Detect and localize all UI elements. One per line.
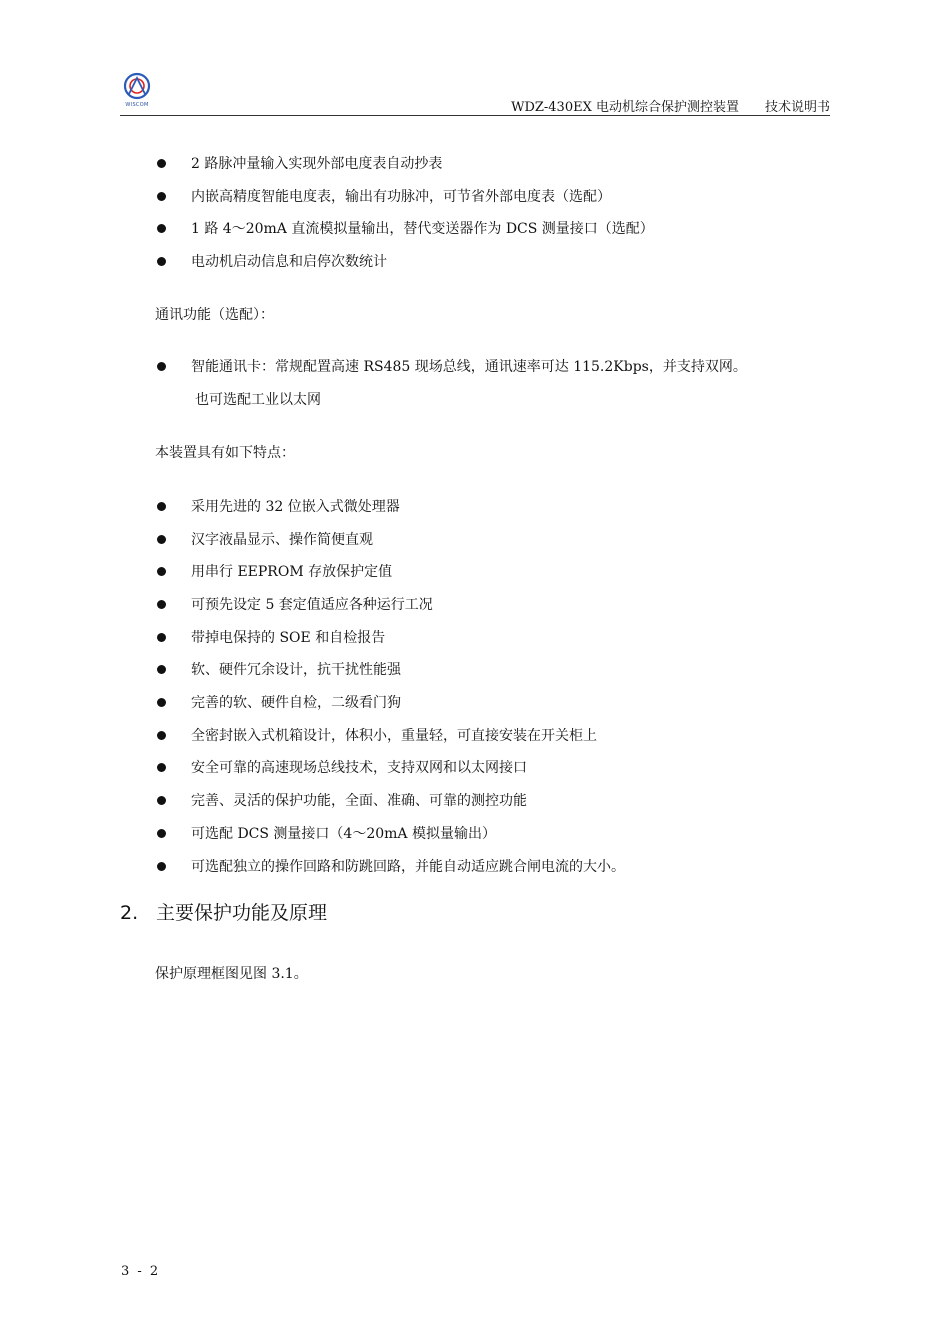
comm-line-2: 也可选配工业以太网	[195, 391, 321, 408]
features-list	[155, 491, 835, 883]
list-item: 完善的软、硬件自检，二级看门狗	[155, 687, 835, 720]
list-item: 可选配 DCS 测量接口（4～20mA 模拟量输出）	[155, 818, 835, 851]
list-item: 1 路 4～20mA 直流模拟量输出，替代变送器作为 DCS 测量接口（选配）	[155, 213, 835, 246]
doc-title: WDZ-430EX 电动机综合保护测控装置	[511, 100, 739, 115]
features-heading: 本装置具有如下特点：	[155, 444, 295, 461]
main-content	[155, 148, 835, 883]
list-item: 内嵌高精度智能电度表，输出有功脉冲，可节省外部电度表（选配）	[155, 181, 835, 214]
list-item	[155, 351, 835, 417]
list-item: 安全可靠的高速现场总线技术，支持双网和以太网接口	[155, 752, 835, 785]
list-item: 全密封嵌入式机箱设计，体积小，重量轻，可直接安装在开关柜上	[155, 720, 835, 753]
header-title	[511, 96, 830, 115]
list-item: 用串行 EEPROM 存放保护定值	[155, 556, 835, 589]
section-paragraph: 保护原理框图见图 3.1。	[155, 966, 308, 982]
list-item: 汉字液晶显示、操作简便直观	[155, 524, 835, 557]
page-number: 3 - 2	[121, 1264, 161, 1279]
section-number: 2.	[120, 902, 139, 924]
list-item: 完善、灵活的保护功能，全面、准确、可靠的测控功能	[155, 785, 835, 818]
list-item: 采用先进的 32 位嵌入式微处理器	[155, 491, 835, 524]
section-title: 主要保护功能及原理	[156, 902, 328, 924]
list-item: 软、硬件冗余设计，抗干扰性能强	[155, 654, 835, 687]
wiscom-logo	[120, 72, 154, 110]
header-rule	[120, 115, 830, 116]
list-item: 可选配独立的操作回路和防跳回路，并能自动适应跳合闸电流的大小。	[155, 851, 835, 884]
doc-type: 技术说明书	[764, 100, 830, 115]
list-item: 电动机启动信息和启停次数统计	[155, 246, 835, 279]
section-heading	[120, 898, 327, 925]
page-header	[120, 72, 830, 116]
list-item: 2 路脉冲量输入实现外部电度表自动抄表	[155, 148, 835, 181]
logo-emblem-icon	[120, 72, 154, 104]
list-item: 带掉电保持的 SOE 和自检报告	[155, 622, 835, 655]
comm-line-1: 智能通讯卡：常规配置高速 RS485 现场总线，通讯速率可达 115.2Kbps，并支持双网。	[191, 358, 747, 375]
comm-heading: 通讯功能（选配）：	[155, 306, 274, 323]
capability-list	[155, 148, 835, 279]
logo-text: WISCOM	[125, 102, 149, 108]
list-item: 可预先设定 5 套定值适应各种运行工况	[155, 589, 835, 622]
comm-list	[155, 351, 835, 417]
